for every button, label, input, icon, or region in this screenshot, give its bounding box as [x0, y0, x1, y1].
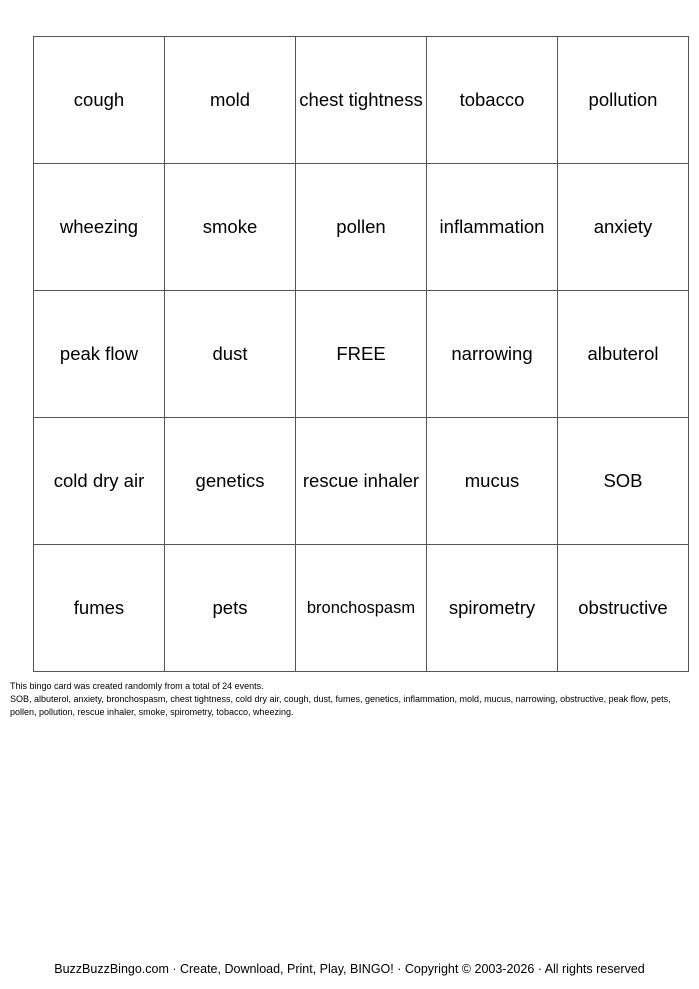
bingo-row [34, 37, 689, 164]
bingo-row [34, 545, 689, 672]
bingo-card [33, 36, 689, 672]
page-footer: BuzzBuzzBingo.com · Create, Download, Print, Play, BINGO! · Copyright © 2003-2026 · All rights reserved [54, 962, 645, 976]
bingo-row [34, 291, 689, 418]
bingo-cell: wheezing [34, 164, 165, 291]
bingo-cell: smoke [165, 164, 296, 291]
card-events-list: SOB, albuterol, anxiety, bronchospasm, chest tightness, cold dry air, cough, dust, fumes, genetics, inflammation, mold, mucus, narrowing, obstructive, peak flow, pets, pollen, pollution, rescue inhaler, smoke, spirometry, tobacco, wheezing. [10, 694, 671, 717]
bingo-cell: peak flow [34, 291, 165, 418]
bingo-row [34, 164, 689, 291]
bingo-free-cell: FREE [296, 291, 427, 418]
bingo-cell: fumes [34, 545, 165, 672]
bingo-cell: genetics [165, 418, 296, 545]
bingo-cell: chest tightness [296, 37, 427, 164]
bingo-card-body [34, 37, 689, 672]
bingo-cell: dust [165, 291, 296, 418]
bingo-cell: pollen [296, 164, 427, 291]
bingo-cell: narrowing [427, 291, 558, 418]
card-info-summary: This bingo card was created randomly from a total of 24 events. [10, 681, 264, 691]
bingo-cell: bronchospasm [296, 545, 427, 672]
bingo-cell: pets [165, 545, 296, 672]
bingo-row [34, 418, 689, 545]
bingo-cell: SOB [558, 418, 689, 545]
card-info [10, 680, 692, 719]
bingo-cell: obstructive [558, 545, 689, 672]
bingo-cell: mucus [427, 418, 558, 545]
bingo-cell: mold [165, 37, 296, 164]
bingo-cell: cough [34, 37, 165, 164]
bingo-cell: pollution [558, 37, 689, 164]
bingo-cell: rescue inhaler [296, 418, 427, 545]
bingo-cell: spirometry [427, 545, 558, 672]
bingo-cell: anxiety [558, 164, 689, 291]
bingo-cell: cold dry air [34, 418, 165, 545]
bingo-cell: albuterol [558, 291, 689, 418]
bingo-cell: tobacco [427, 37, 558, 164]
bingo-cell: inflammation [427, 164, 558, 291]
